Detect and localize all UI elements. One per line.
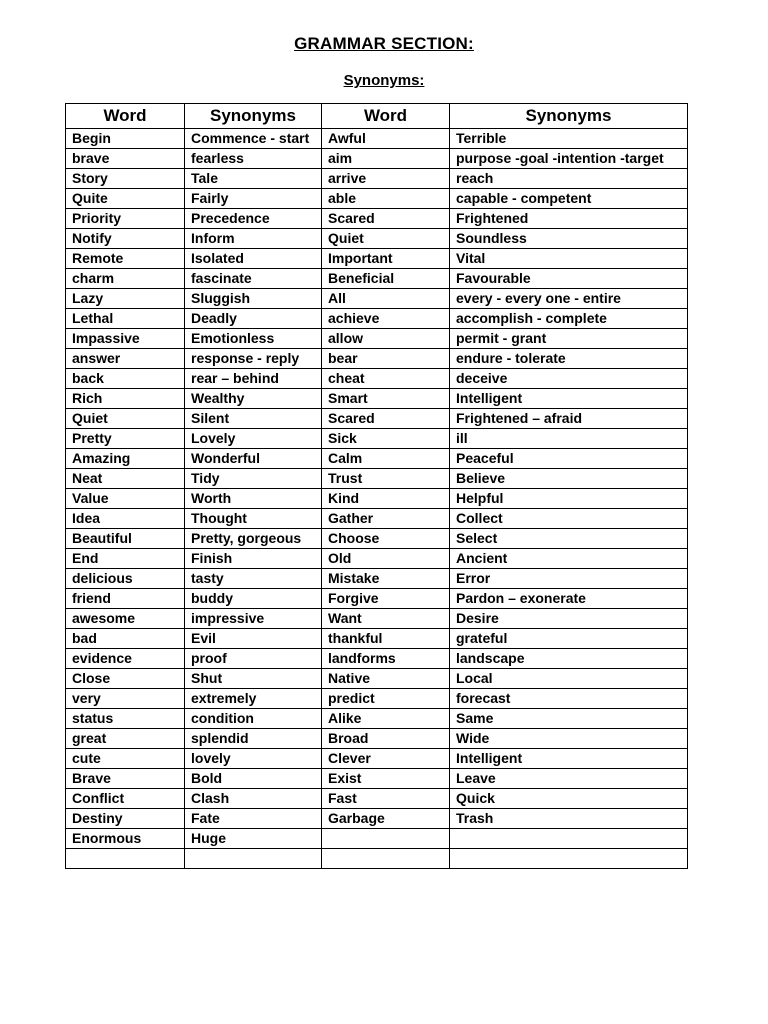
cell-synonyms-1: response - reply [185, 349, 322, 369]
cell-word-2 [322, 829, 450, 849]
table-row [66, 429, 688, 449]
header-word-1: Word [66, 104, 185, 129]
cell-synonyms-1: Shut [185, 669, 322, 689]
cell-word-1: awesome [66, 609, 185, 629]
cell-word-2: Native [322, 669, 450, 689]
cell-word-1: Close [66, 669, 185, 689]
cell-word-1: Impassive [66, 329, 185, 349]
cell-word-1: Rich [66, 389, 185, 409]
cell-word-2: Want [322, 609, 450, 629]
cell-word-1: back [66, 369, 185, 389]
cell-word-1: great [66, 729, 185, 749]
table-row [66, 809, 688, 829]
cell-synonyms-1: Tale [185, 169, 322, 189]
cell-synonyms-1: Finish [185, 549, 322, 569]
cell-synonyms-2: Soundless [450, 229, 688, 249]
header-word-2: Word [322, 104, 450, 129]
table-row [66, 469, 688, 489]
cell-word-1: answer [66, 349, 185, 369]
cell-word-2: Trust [322, 469, 450, 489]
cell-synonyms-1 [185, 849, 322, 869]
table-row [66, 389, 688, 409]
cell-word-1: friend [66, 589, 185, 609]
cell-synonyms-2: Frightened [450, 209, 688, 229]
cell-word-2: aim [322, 149, 450, 169]
cell-synonyms-1: Isolated [185, 249, 322, 269]
cell-synonyms-1: fearless [185, 149, 322, 169]
cell-word-2: Alike [322, 709, 450, 729]
cell-synonyms-1: Sluggish [185, 289, 322, 309]
table-row [66, 649, 688, 669]
section-subtitle: Synonyms: [343, 72, 425, 89]
table-row [66, 149, 688, 169]
table-row [66, 289, 688, 309]
cell-word-1: very [66, 689, 185, 709]
cell-synonyms-2: Desire [450, 609, 688, 629]
cell-synonyms-1: rear – behind [185, 369, 322, 389]
table-row [66, 129, 688, 149]
cell-synonyms-2: Leave [450, 769, 688, 789]
cell-word-2: able [322, 189, 450, 209]
cell-synonyms-2: Peaceful [450, 449, 688, 469]
cell-word-2: achieve [322, 309, 450, 329]
cell-synonyms-2 [450, 849, 688, 869]
cell-word-2: arrive [322, 169, 450, 189]
cell-word-2: Awful [322, 129, 450, 149]
cell-word-2: Sick [322, 429, 450, 449]
cell-synonyms-1: fascinate [185, 269, 322, 289]
table-row [66, 689, 688, 709]
cell-synonyms-2: Frightened – afraid [450, 409, 688, 429]
cell-synonyms-1: Wealthy [185, 389, 322, 409]
cell-synonyms-2: capable - competent [450, 189, 688, 209]
cell-synonyms-2: Vital [450, 249, 688, 269]
table-row [66, 329, 688, 349]
cell-synonyms-1: Pretty, gorgeous [185, 529, 322, 549]
cell-word-1: Quite [66, 189, 185, 209]
table-row [66, 529, 688, 549]
cell-synonyms-1: splendid [185, 729, 322, 749]
cell-word-1: Value [66, 489, 185, 509]
cell-word-2: Exist [322, 769, 450, 789]
cell-synonyms-2: Quick [450, 789, 688, 809]
cell-word-2: Kind [322, 489, 450, 509]
cell-synonyms-1: Bold [185, 769, 322, 789]
cell-word-2: Gather [322, 509, 450, 529]
cell-word-2 [322, 849, 450, 869]
cell-word-1: Story [66, 169, 185, 189]
table-row [66, 709, 688, 729]
cell-word-1: Pretty [66, 429, 185, 449]
cell-word-1: Priority [66, 209, 185, 229]
cell-word-1: bad [66, 629, 185, 649]
table-row [66, 829, 688, 849]
cell-synonyms-1: Emotionless [185, 329, 322, 349]
cell-synonyms-1: lovely [185, 749, 322, 769]
table-row [66, 749, 688, 769]
table-header-row [66, 104, 688, 129]
table-row [66, 509, 688, 529]
cell-synonyms-2: Error [450, 569, 688, 589]
cell-word-2: All [322, 289, 450, 309]
cell-word-1: End [66, 549, 185, 569]
table-row [66, 669, 688, 689]
header-synonyms-1: Synonyms [185, 104, 322, 129]
cell-word-2: Beneficial [322, 269, 450, 289]
cell-word-1: evidence [66, 649, 185, 669]
cell-word-1: Idea [66, 509, 185, 529]
cell-synonyms-2: endure - tolerate [450, 349, 688, 369]
cell-word-2: Choose [322, 529, 450, 549]
cell-synonyms-1: Clash [185, 789, 322, 809]
cell-word-1: Brave [66, 769, 185, 789]
cell-synonyms-1: condition [185, 709, 322, 729]
cell-word-1: Lethal [66, 309, 185, 329]
cell-synonyms-1: Lovely [185, 429, 322, 449]
table-row [66, 769, 688, 789]
cell-word-2: Quiet [322, 229, 450, 249]
cell-word-1: Destiny [66, 809, 185, 829]
cell-word-1: Neat [66, 469, 185, 489]
cell-word-1: Notify [66, 229, 185, 249]
cell-word-1: Conflict [66, 789, 185, 809]
cell-word-2: Old [322, 549, 450, 569]
cell-word-1: Lazy [66, 289, 185, 309]
cell-synonyms-1: Worth [185, 489, 322, 509]
table-body [66, 129, 688, 869]
cell-synonyms-1: Fate [185, 809, 322, 829]
cell-synonyms-2: ill [450, 429, 688, 449]
cell-synonyms-2: Intelligent [450, 749, 688, 769]
cell-word-2: landforms [322, 649, 450, 669]
cell-synonyms-2: Trash [450, 809, 688, 829]
cell-word-1: Beautiful [66, 529, 185, 549]
cell-word-2: Important [322, 249, 450, 269]
cell-word-2: bear [322, 349, 450, 369]
table-row [66, 209, 688, 229]
header-synonyms-2: Synonyms [450, 104, 688, 129]
cell-word-1: Quiet [66, 409, 185, 429]
cell-word-2: Fast [322, 789, 450, 809]
page-title: GRAMMAR SECTION: [294, 34, 474, 53]
cell-word-1: Begin [66, 129, 185, 149]
table-row [66, 349, 688, 369]
cell-synonyms-2: grateful [450, 629, 688, 649]
cell-synonyms-2: Believe [450, 469, 688, 489]
cell-synonyms-2: Wide [450, 729, 688, 749]
cell-word-2: Mistake [322, 569, 450, 589]
cell-synonyms-1: impressive [185, 609, 322, 629]
table-row [66, 849, 688, 869]
cell-synonyms-1: extremely [185, 689, 322, 709]
cell-synonyms-2: reach [450, 169, 688, 189]
cell-synonyms-2: landscape [450, 649, 688, 669]
cell-word-1: status [66, 709, 185, 729]
cell-word-2: Broad [322, 729, 450, 749]
cell-synonyms-2: Same [450, 709, 688, 729]
cell-synonyms-1: Wonderful [185, 449, 322, 469]
cell-synonyms-2: forecast [450, 689, 688, 709]
table-row [66, 409, 688, 429]
cell-synonyms-1: buddy [185, 589, 322, 609]
table-row [66, 169, 688, 189]
cell-synonyms-1: Precedence [185, 209, 322, 229]
cell-word-2: Scared [322, 209, 450, 229]
cell-word-1: charm [66, 269, 185, 289]
table-row [66, 629, 688, 649]
cell-synonyms-2: purpose -goal -intention -target [450, 149, 688, 169]
cell-synonyms-1: proof [185, 649, 322, 669]
table-row [66, 609, 688, 629]
cell-synonyms-1: Fairly [185, 189, 322, 209]
table-row [66, 229, 688, 249]
table-row [66, 369, 688, 389]
cell-synonyms-2: every - every one - entire [450, 289, 688, 309]
cell-synonyms-2: accomplish - complete [450, 309, 688, 329]
table-row [66, 729, 688, 749]
cell-word-2: Scared [322, 409, 450, 429]
synonyms-table [65, 103, 688, 869]
cell-word-2: thankful [322, 629, 450, 649]
cell-synonyms-1: Tidy [185, 469, 322, 489]
cell-word-2: Calm [322, 449, 450, 469]
cell-word-1: Amazing [66, 449, 185, 469]
cell-word-1: brave [66, 149, 185, 169]
table-row [66, 249, 688, 269]
cell-word-2: predict [322, 689, 450, 709]
cell-word-1: delicious [66, 569, 185, 589]
cell-synonyms-2: Collect [450, 509, 688, 529]
cell-word-2: Clever [322, 749, 450, 769]
cell-word-2: Garbage [322, 809, 450, 829]
table-row [66, 569, 688, 589]
cell-word-1: Enormous [66, 829, 185, 849]
cell-synonyms-2: Select [450, 529, 688, 549]
cell-synonyms-2: deceive [450, 369, 688, 389]
table-row [66, 489, 688, 509]
cell-synonyms-1: Evil [185, 629, 322, 649]
cell-word-2: allow [322, 329, 450, 349]
table-row [66, 449, 688, 469]
cell-word-2: Forgive [322, 589, 450, 609]
cell-synonyms-1: Silent [185, 409, 322, 429]
cell-word-2: Smart [322, 389, 450, 409]
cell-synonyms-2: Helpful [450, 489, 688, 509]
cell-word-2: cheat [322, 369, 450, 389]
cell-synonyms-2: Terrible [450, 129, 688, 149]
table-row [66, 789, 688, 809]
table-row [66, 189, 688, 209]
cell-synonyms-2: Ancient [450, 549, 688, 569]
cell-synonyms-1: Thought [185, 509, 322, 529]
table-row [66, 309, 688, 329]
cell-synonyms-1: Deadly [185, 309, 322, 329]
table-row [66, 549, 688, 569]
cell-word-1: Remote [66, 249, 185, 269]
cell-synonyms-2: Intelligent [450, 389, 688, 409]
table-row [66, 269, 688, 289]
cell-word-1: cute [66, 749, 185, 769]
cell-synonyms-1: tasty [185, 569, 322, 589]
cell-synonyms-2: Pardon – exonerate [450, 589, 688, 609]
table-row [66, 589, 688, 609]
cell-word-1 [66, 849, 185, 869]
cell-synonyms-1: Huge [185, 829, 322, 849]
cell-synonyms-2 [450, 829, 688, 849]
cell-synonyms-2: permit - grant [450, 329, 688, 349]
cell-synonyms-1: Inform [185, 229, 322, 249]
cell-synonyms-1: Commence - start [185, 129, 322, 149]
cell-synonyms-2: Favourable [450, 269, 688, 289]
cell-synonyms-2: Local [450, 669, 688, 689]
